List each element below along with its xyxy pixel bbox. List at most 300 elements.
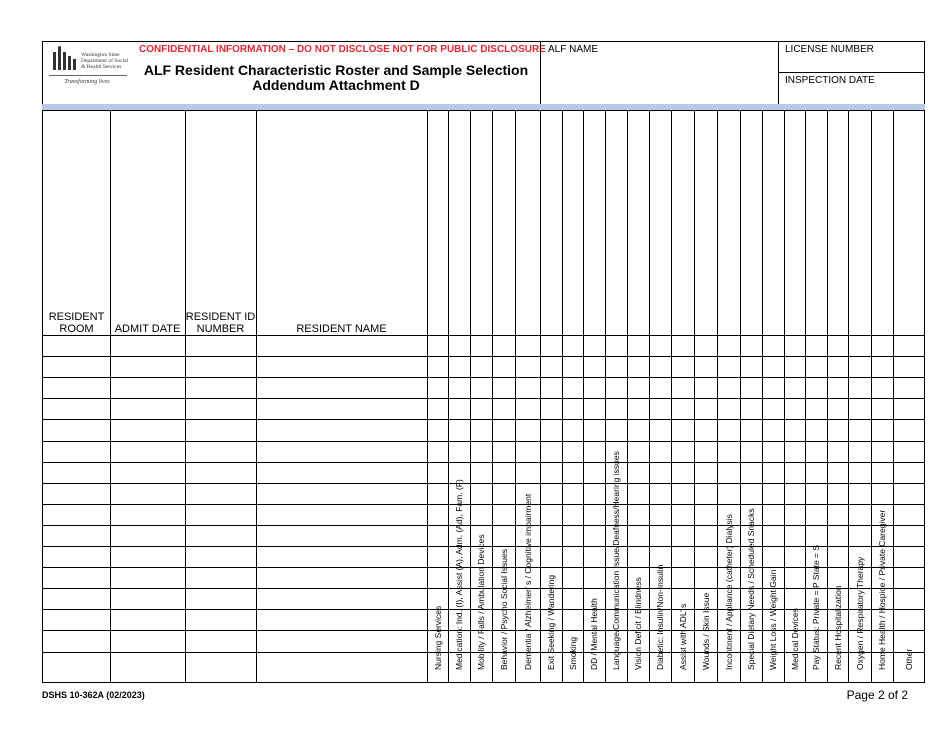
roster-cell[interactable] [805, 462, 827, 483]
roster-cell[interactable] [256, 335, 427, 356]
roster-cell[interactable] [110, 356, 185, 377]
roster-cell[interactable] [540, 525, 562, 546]
roster-cell[interactable] [515, 504, 540, 525]
roster-cell[interactable] [871, 546, 893, 567]
roster-cell[interactable] [492, 483, 515, 504]
roster-cell[interactable] [649, 398, 671, 419]
roster-cell[interactable] [427, 483, 448, 504]
roster-cell[interactable] [762, 609, 784, 630]
roster-cell[interactable] [848, 377, 871, 398]
roster-cell[interactable] [717, 483, 740, 504]
roster-cell[interactable] [694, 652, 717, 673]
roster-cell[interactable] [583, 398, 605, 419]
roster-cell[interactable] [562, 567, 583, 588]
roster-cell[interactable] [740, 483, 762, 504]
roster-cell[interactable] [848, 335, 871, 356]
roster-cell[interactable] [540, 441, 562, 462]
roster-cell[interactable] [448, 335, 470, 356]
roster-cell[interactable] [43, 398, 110, 419]
roster-cell[interactable] [848, 441, 871, 462]
roster-cell[interactable] [492, 462, 515, 483]
roster-cell[interactable] [427, 356, 448, 377]
roster-cell[interactable] [470, 377, 492, 398]
roster-cell[interactable] [110, 441, 185, 462]
roster-cell[interactable] [893, 588, 924, 609]
roster-cell[interactable] [583, 504, 605, 525]
roster-cell[interactable] [562, 546, 583, 567]
roster-cell[interactable] [649, 483, 671, 504]
roster-cell[interactable] [492, 630, 515, 651]
roster-cell[interactable] [848, 525, 871, 546]
roster-cell[interactable] [256, 356, 427, 377]
roster-cell[interactable] [185, 441, 256, 462]
roster-cell[interactable] [740, 398, 762, 419]
roster-cell[interactable] [740, 462, 762, 483]
roster-cell[interactable] [805, 356, 827, 377]
roster-cell[interactable] [871, 462, 893, 483]
roster-cell[interactable] [492, 504, 515, 525]
roster-cell[interactable] [515, 441, 540, 462]
roster-cell[interactable] [562, 630, 583, 651]
roster-cell[interactable] [470, 483, 492, 504]
roster-cell[interactable] [540, 609, 562, 630]
roster-cell[interactable] [540, 652, 562, 673]
roster-cell[interactable] [562, 377, 583, 398]
roster-cell[interactable] [427, 335, 448, 356]
roster-cell[interactable] [540, 462, 562, 483]
roster-cell[interactable] [583, 630, 605, 651]
roster-cell[interactable] [515, 335, 540, 356]
roster-cell[interactable] [540, 567, 562, 588]
roster-cell[interactable] [694, 546, 717, 567]
roster-cell[interactable] [256, 398, 427, 419]
roster-cell[interactable] [848, 588, 871, 609]
roster-cell[interactable] [448, 504, 470, 525]
roster-cell[interactable] [43, 546, 110, 567]
roster-cell[interactable] [627, 504, 649, 525]
roster-cell[interactable] [185, 609, 256, 630]
roster-cell[interactable] [605, 441, 627, 462]
roster-cell[interactable] [740, 588, 762, 609]
roster-cell[interactable] [694, 504, 717, 525]
roster-cell[interactable] [605, 504, 627, 525]
roster-cell[interactable] [784, 377, 805, 398]
roster-cell[interactable] [827, 419, 848, 440]
roster-cell[interactable] [694, 525, 717, 546]
roster-cell[interactable] [871, 483, 893, 504]
roster-cell[interactable] [893, 419, 924, 440]
roster-cell[interactable] [871, 652, 893, 673]
roster-cell[interactable] [427, 652, 448, 673]
roster-cell[interactable] [694, 441, 717, 462]
roster-cell[interactable] [848, 630, 871, 651]
roster-cell[interactable] [740, 335, 762, 356]
roster-cell[interactable] [805, 567, 827, 588]
roster-cell[interactable] [805, 483, 827, 504]
roster-cell[interactable] [893, 335, 924, 356]
roster-cell[interactable] [448, 525, 470, 546]
roster-cell[interactable] [605, 546, 627, 567]
roster-cell[interactable] [540, 630, 562, 651]
roster-cell[interactable] [649, 588, 671, 609]
roster-cell[interactable] [540, 398, 562, 419]
roster-cell[interactable] [671, 398, 694, 419]
roster-cell[interactable] [871, 441, 893, 462]
roster-cell[interactable] [717, 398, 740, 419]
roster-cell[interactable] [448, 441, 470, 462]
roster-cell[interactable] [540, 377, 562, 398]
roster-cell[interactable] [871, 504, 893, 525]
roster-cell[interactable] [893, 525, 924, 546]
roster-cell[interactable] [185, 377, 256, 398]
roster-cell[interactable] [627, 483, 649, 504]
roster-cell[interactable] [627, 567, 649, 588]
roster-cell[interactable] [470, 567, 492, 588]
roster-cell[interactable] [605, 567, 627, 588]
roster-cell[interactable] [627, 377, 649, 398]
roster-cell[interactable] [583, 419, 605, 440]
roster-cell[interactable] [470, 398, 492, 419]
roster-cell[interactable] [762, 356, 784, 377]
roster-cell[interactable] [515, 652, 540, 673]
roster-cell[interactable] [784, 504, 805, 525]
roster-cell[interactable] [671, 483, 694, 504]
roster-cell[interactable] [43, 588, 110, 609]
roster-cell[interactable] [427, 462, 448, 483]
roster-cell[interactable] [627, 441, 649, 462]
roster-cell[interactable] [583, 356, 605, 377]
roster-cell[interactable] [256, 441, 427, 462]
roster-cell[interactable] [256, 525, 427, 546]
roster-cell[interactable] [605, 525, 627, 546]
roster-cell[interactable] [717, 525, 740, 546]
roster-cell[interactable] [256, 567, 427, 588]
roster-cell[interactable] [492, 609, 515, 630]
roster-cell[interactable] [583, 462, 605, 483]
roster-cell[interactable] [671, 377, 694, 398]
roster-cell[interactable] [540, 483, 562, 504]
roster-cell[interactable] [470, 356, 492, 377]
roster-cell[interactable] [185, 356, 256, 377]
roster-cell[interactable] [871, 335, 893, 356]
roster-cell[interactable] [827, 398, 848, 419]
roster-cell[interactable] [583, 588, 605, 609]
roster-cell[interactable] [448, 377, 470, 398]
roster-cell[interactable] [256, 483, 427, 504]
roster-cell[interactable] [762, 504, 784, 525]
roster-cell[interactable] [717, 462, 740, 483]
roster-cell[interactable] [848, 483, 871, 504]
roster-cell[interactable] [717, 419, 740, 440]
roster-cell[interactable] [185, 567, 256, 588]
roster-cell[interactable] [470, 588, 492, 609]
roster-cell[interactable] [848, 504, 871, 525]
roster-cell[interactable] [848, 419, 871, 440]
roster-cell[interactable] [848, 356, 871, 377]
roster-cell[interactable] [717, 335, 740, 356]
roster-cell[interactable] [762, 483, 784, 504]
roster-cell[interactable] [605, 652, 627, 673]
roster-cell[interactable] [871, 398, 893, 419]
roster-cell[interactable] [805, 419, 827, 440]
roster-cell[interactable] [540, 419, 562, 440]
roster-cell[interactable] [43, 525, 110, 546]
roster-cell[interactable] [671, 652, 694, 673]
roster-cell[interactable] [43, 630, 110, 651]
roster-cell[interactable] [893, 441, 924, 462]
roster-cell[interactable] [540, 546, 562, 567]
roster-cell[interactable] [694, 483, 717, 504]
roster-cell[interactable] [110, 546, 185, 567]
roster-cell[interactable] [110, 335, 185, 356]
roster-cell[interactable] [893, 630, 924, 651]
roster-cell[interactable] [805, 546, 827, 567]
roster-cell[interactable] [583, 377, 605, 398]
roster-cell[interactable] [427, 504, 448, 525]
roster-cell[interactable] [717, 441, 740, 462]
roster-cell[interactable] [740, 504, 762, 525]
roster-cell[interactable] [784, 652, 805, 673]
roster-cell[interactable] [740, 546, 762, 567]
roster-cell[interactable] [694, 462, 717, 483]
roster-cell[interactable] [627, 588, 649, 609]
roster-cell[interactable] [671, 441, 694, 462]
roster-cell[interactable] [185, 652, 256, 673]
roster-cell[interactable] [583, 335, 605, 356]
roster-cell[interactable] [427, 419, 448, 440]
roster-cell[interactable] [448, 588, 470, 609]
roster-cell[interactable] [185, 504, 256, 525]
roster-cell[interactable] [562, 483, 583, 504]
roster-cell[interactable] [848, 652, 871, 673]
roster-cell[interactable] [448, 652, 470, 673]
roster-cell[interactable] [805, 377, 827, 398]
roster-cell[interactable] [256, 609, 427, 630]
roster-cell[interactable] [649, 609, 671, 630]
roster-cell[interactable] [740, 609, 762, 630]
roster-cell[interactable] [694, 588, 717, 609]
roster-cell[interactable] [515, 546, 540, 567]
roster-cell[interactable] [185, 525, 256, 546]
roster-cell[interactable] [448, 419, 470, 440]
roster-cell[interactable] [627, 630, 649, 651]
roster-cell[interactable] [43, 441, 110, 462]
roster-cell[interactable] [185, 588, 256, 609]
roster-cell[interactable] [256, 419, 427, 440]
roster-cell[interactable] [762, 441, 784, 462]
roster-cell[interactable] [110, 504, 185, 525]
roster-cell[interactable] [649, 335, 671, 356]
roster-cell[interactable] [43, 419, 110, 440]
roster-cell[interactable] [827, 609, 848, 630]
roster-cell[interactable] [43, 567, 110, 588]
roster-cell[interactable] [185, 630, 256, 651]
roster-cell[interactable] [717, 609, 740, 630]
roster-cell[interactable] [805, 609, 827, 630]
roster-cell[interactable] [893, 377, 924, 398]
roster-cell[interactable] [110, 525, 185, 546]
roster-cell[interactable] [185, 419, 256, 440]
roster-cell[interactable] [110, 377, 185, 398]
roster-cell[interactable] [694, 377, 717, 398]
roster-cell[interactable] [827, 567, 848, 588]
roster-cell[interactable] [871, 377, 893, 398]
roster-cell[interactable] [427, 377, 448, 398]
roster-cell[interactable] [694, 335, 717, 356]
roster-cell[interactable] [671, 630, 694, 651]
roster-cell[interactable] [694, 398, 717, 419]
roster-cell[interactable] [448, 398, 470, 419]
roster-cell[interactable] [627, 462, 649, 483]
roster-cell[interactable] [427, 609, 448, 630]
roster-cell[interactable] [470, 546, 492, 567]
roster-cell[interactable] [492, 441, 515, 462]
roster-cell[interactable] [492, 377, 515, 398]
roster-cell[interactable] [805, 630, 827, 651]
roster-cell[interactable] [740, 419, 762, 440]
roster-cell[interactable] [784, 546, 805, 567]
roster-cell[interactable] [740, 630, 762, 651]
roster-cell[interactable] [256, 546, 427, 567]
roster-cell[interactable] [562, 504, 583, 525]
roster-cell[interactable] [671, 419, 694, 440]
roster-cell[interactable] [185, 462, 256, 483]
inspection-date-field[interactable] [778, 73, 924, 104]
roster-cell[interactable] [256, 652, 427, 673]
roster-cell[interactable] [540, 335, 562, 356]
roster-cell[interactable] [110, 462, 185, 483]
roster-cell[interactable] [762, 652, 784, 673]
roster-cell[interactable] [110, 567, 185, 588]
roster-cell[interactable] [784, 483, 805, 504]
roster-cell[interactable] [827, 525, 848, 546]
roster-cell[interactable] [427, 588, 448, 609]
roster-cell[interactable] [583, 441, 605, 462]
roster-cell[interactable] [871, 419, 893, 440]
roster-cell[interactable] [110, 609, 185, 630]
roster-cell[interactable] [562, 419, 583, 440]
roster-cell[interactable] [110, 588, 185, 609]
roster-cell[interactable] [717, 567, 740, 588]
roster-cell[interactable] [605, 419, 627, 440]
roster-cell[interactable] [256, 630, 427, 651]
roster-cell[interactable] [649, 630, 671, 651]
roster-cell[interactable] [448, 630, 470, 651]
roster-cell[interactable] [448, 609, 470, 630]
roster-cell[interactable] [605, 462, 627, 483]
roster-cell[interactable] [605, 630, 627, 651]
roster-cell[interactable] [470, 609, 492, 630]
roster-cell[interactable] [256, 462, 427, 483]
roster-cell[interactable] [583, 525, 605, 546]
roster-cell[interactable] [256, 504, 427, 525]
roster-cell[interactable] [605, 356, 627, 377]
roster-cell[interactable] [762, 398, 784, 419]
roster-cell[interactable] [583, 546, 605, 567]
roster-cell[interactable] [562, 462, 583, 483]
roster-cell[interactable] [110, 419, 185, 440]
roster-cell[interactable] [470, 630, 492, 651]
alf-name-field[interactable] [540, 42, 778, 104]
roster-cell[interactable] [492, 567, 515, 588]
roster-cell[interactable] [43, 652, 110, 673]
roster-cell[interactable] [649, 567, 671, 588]
roster-cell[interactable] [605, 335, 627, 356]
roster-cell[interactable] [827, 504, 848, 525]
roster-cell[interactable] [627, 335, 649, 356]
roster-cell[interactable] [717, 652, 740, 673]
roster-cell[interactable] [784, 588, 805, 609]
roster-cell[interactable] [871, 525, 893, 546]
roster-cell[interactable] [827, 441, 848, 462]
roster-cell[interactable] [583, 567, 605, 588]
roster-cell[interactable] [43, 356, 110, 377]
roster-cell[interactable] [515, 630, 540, 651]
roster-cell[interactable] [740, 567, 762, 588]
roster-cell[interactable] [671, 567, 694, 588]
roster-cell[interactable] [110, 630, 185, 651]
roster-cell[interactable] [871, 588, 893, 609]
roster-cell[interactable] [827, 546, 848, 567]
roster-cell[interactable] [784, 609, 805, 630]
roster-cell[interactable] [762, 377, 784, 398]
roster-cell[interactable] [562, 441, 583, 462]
roster-cell[interactable] [694, 567, 717, 588]
roster-cell[interactable] [448, 483, 470, 504]
roster-cell[interactable] [740, 356, 762, 377]
roster-cell[interactable] [871, 630, 893, 651]
roster-cell[interactable] [605, 398, 627, 419]
roster-cell[interactable] [492, 419, 515, 440]
roster-cell[interactable] [470, 525, 492, 546]
roster-cell[interactable] [740, 525, 762, 546]
roster-cell[interactable] [470, 462, 492, 483]
roster-cell[interactable] [43, 335, 110, 356]
roster-cell[interactable] [627, 525, 649, 546]
roster-cell[interactable] [762, 546, 784, 567]
roster-cell[interactable] [110, 652, 185, 673]
roster-cell[interactable] [827, 483, 848, 504]
roster-cell[interactable] [627, 546, 649, 567]
roster-cell[interactable] [649, 652, 671, 673]
roster-cell[interactable] [43, 504, 110, 525]
roster-cell[interactable] [827, 356, 848, 377]
roster-cell[interactable] [427, 567, 448, 588]
roster-cell[interactable] [492, 546, 515, 567]
roster-cell[interactable] [893, 462, 924, 483]
roster-cell[interactable] [627, 356, 649, 377]
roster-cell[interactable] [448, 462, 470, 483]
roster-cell[interactable] [627, 609, 649, 630]
roster-cell[interactable] [784, 398, 805, 419]
roster-cell[interactable] [562, 356, 583, 377]
roster-cell[interactable] [762, 335, 784, 356]
roster-cell[interactable] [784, 567, 805, 588]
roster-cell[interactable] [784, 462, 805, 483]
roster-cell[interactable] [740, 377, 762, 398]
roster-cell[interactable] [627, 652, 649, 673]
roster-cell[interactable] [427, 630, 448, 651]
roster-cell[interactable] [762, 462, 784, 483]
roster-cell[interactable] [515, 377, 540, 398]
roster-cell[interactable] [848, 609, 871, 630]
roster-cell[interactable] [805, 504, 827, 525]
roster-cell[interactable] [605, 609, 627, 630]
roster-cell[interactable] [871, 356, 893, 377]
roster-cell[interactable] [827, 630, 848, 651]
roster-cell[interactable] [470, 419, 492, 440]
roster-cell[interactable] [649, 504, 671, 525]
